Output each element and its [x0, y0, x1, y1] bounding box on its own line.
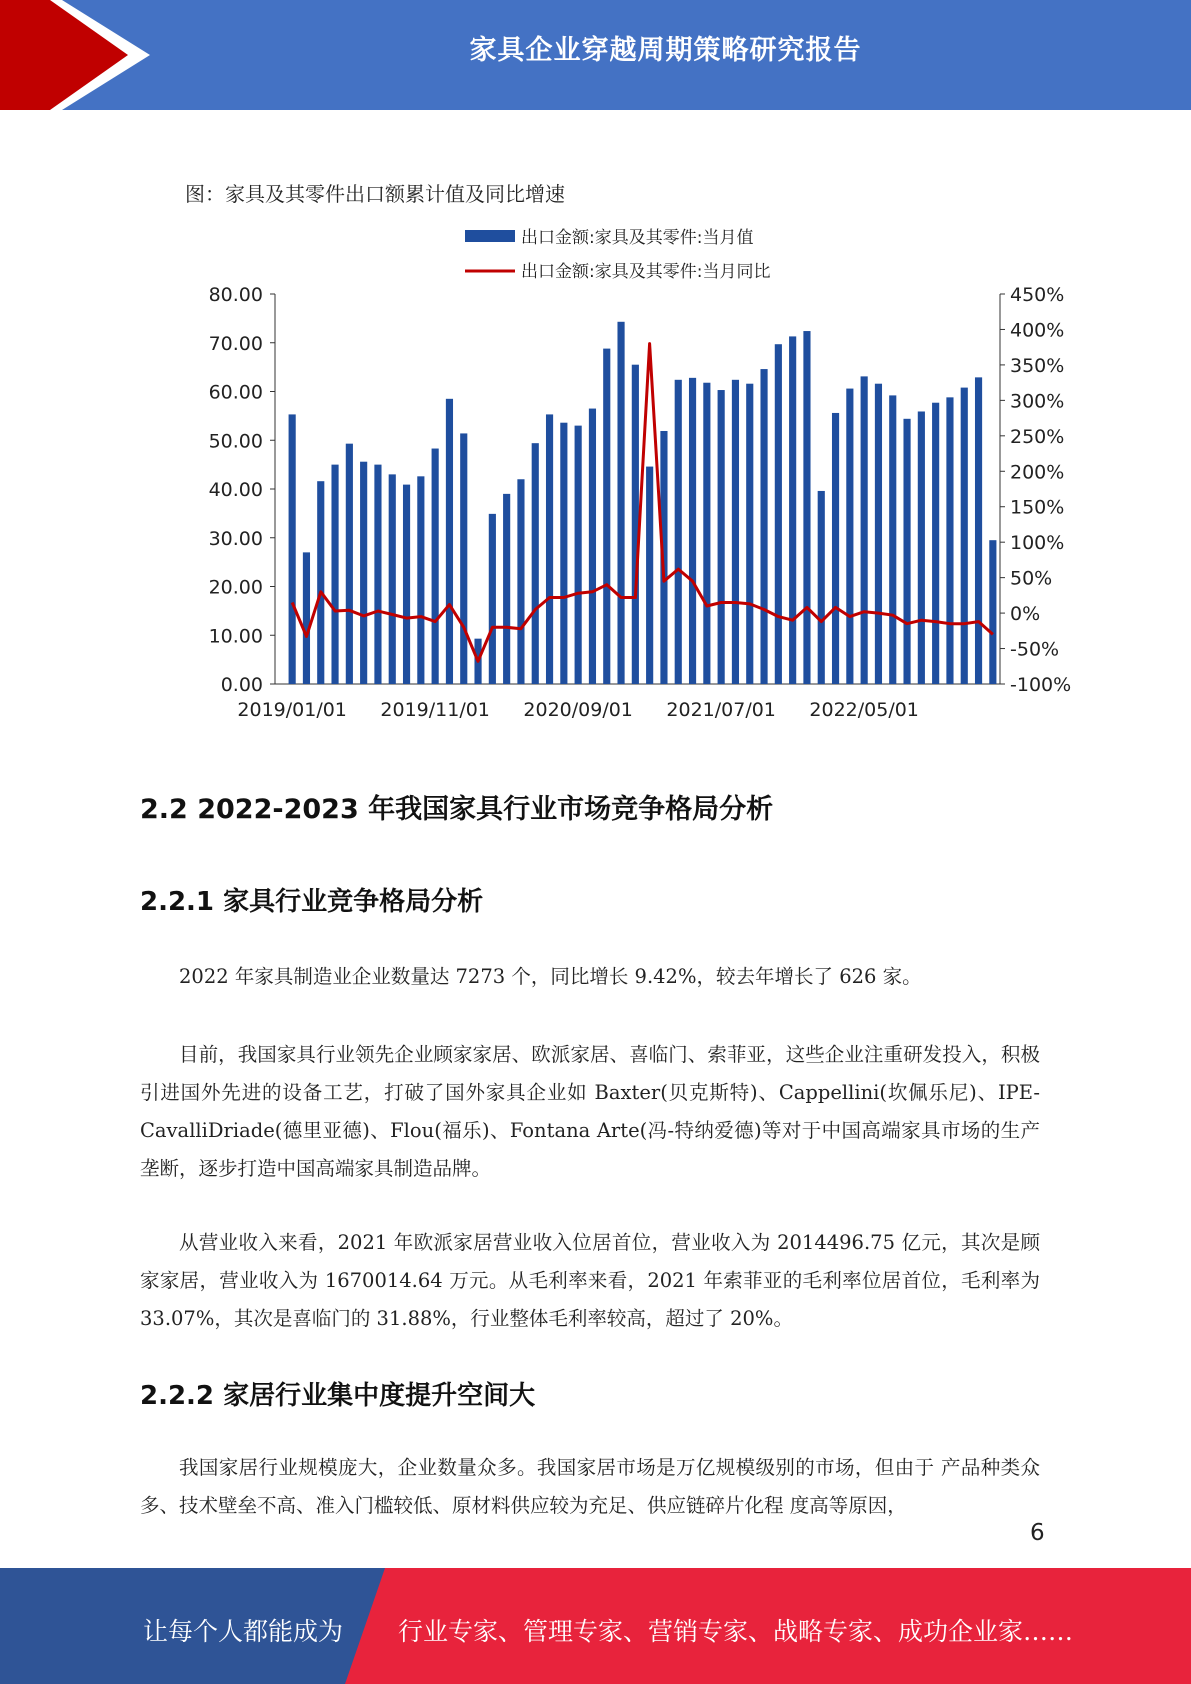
legend-bar-swatch: [465, 230, 515, 242]
left-axis-tick-label: 50.00: [208, 430, 263, 453]
x-axis-tick-label: 2019/11/01: [380, 699, 490, 721]
figure-caption: 图：家具及其零件出口额累计值及同比增速: [185, 182, 565, 206]
right-axis-tick-label: 400%: [1010, 319, 1065, 342]
section-2-2-2-heading: 2.2.2 家居行业集中度提升空间大: [140, 1381, 536, 1411]
x-axis-tick-label: 2022/05/01: [809, 699, 919, 721]
bar-2019/10: [417, 476, 424, 684]
bar-2021/04: [675, 380, 682, 684]
bar-2022/04: [846, 389, 853, 684]
right-axis-tick-label: 50%: [1010, 567, 1053, 590]
paragraph-2-2-1-3: 从营业收入来看，2021 年欧派家居营业收入位居首位，营业收入为 2014496.75 亿元，其次是顾家家居，营业收入为 1670014.64 万元。从毛利率来看，2021 年索菲亚的毛利率位居首位，毛利率为 33.07%，其次是喜临门的 31.88%，行业整体毛利率较高，超过了 20%。: [140, 1231, 1040, 1330]
x-axis-tick-label: 2020/09/01: [523, 699, 633, 721]
bar-2023/01: [975, 377, 982, 684]
bar-2020/05: [517, 479, 524, 684]
bar-2020/10: [589, 409, 596, 684]
bar-2022/08: [903, 419, 910, 684]
bar-2022/07: [889, 395, 896, 684]
right-axis-tick-label: 200%: [1010, 461, 1065, 484]
page-header: [0, 0, 1191, 110]
bar-2020/07: [546, 414, 553, 684]
right-axis-tick-label: 350%: [1010, 354, 1065, 377]
right-axis-tick-label: 100%: [1010, 532, 1065, 555]
bar-2022/05: [861, 376, 868, 684]
x-axis-tick-label: 2021/07/01: [666, 699, 776, 721]
bar-2020/06: [532, 443, 539, 684]
left-axis-tick-label: 40.00: [208, 479, 263, 501]
page-number: 6: [1030, 1520, 1045, 1546]
bar-2023/02: [989, 540, 996, 684]
export-chart-svg: [185, 222, 1090, 727]
export-chart: [185, 222, 1090, 727]
left-axis-tick-label: 80.00: [208, 284, 263, 306]
bar-2020/08: [560, 423, 567, 684]
footer-slogan-right: 行业专家、管理专家、营销专家、战略专家、成功企业家……: [398, 1617, 1074, 1646]
bar-2019/08: [389, 474, 396, 684]
bar-2021/10: [760, 369, 767, 684]
bar-2022/09: [918, 411, 925, 684]
right-axis-tick-label: 0%: [1010, 603, 1041, 626]
x-axis-tick-label: 2019/01/01: [237, 699, 347, 721]
bar-2019/12: [446, 399, 453, 684]
legend-bar-label: 出口金额:家具及其零件:当月值: [521, 228, 754, 248]
paragraph-2-2-1-1: 2022 年家具制造业企业数量达 7273 个，同比增长 9.42%，较去年增长了 626 家。: [179, 965, 922, 988]
bar-2019/11: [432, 449, 439, 684]
bar-2022/10: [932, 403, 939, 684]
bar-2020/12: [617, 322, 624, 684]
bar-2022/12: [961, 388, 968, 684]
right-axis-tick-label: -100%: [1010, 674, 1072, 696]
left-axis-tick-label: 20.00: [208, 576, 263, 599]
bar-2020/11: [603, 349, 610, 684]
bar-2020/03: [489, 514, 496, 684]
bar-2020/01: [460, 433, 467, 684]
section-2-2-1-heading: 2.2.1 家具行业竞争格局分析: [140, 887, 484, 917]
bar-2021/06: [703, 383, 710, 684]
paragraph-2-2-2-1: 我国家居行业规模庞大，企业数量众多。我国家居市场是万亿规模级别的市场，但由于 产品种类众多、技术壁垒不高、准入门槛较低、原材料供应较为充足、供应链碎片化程 度高等原因，: [140, 1456, 1040, 1517]
bar-2021/02: [646, 467, 653, 684]
right-axis-tick-label: -50%: [1010, 638, 1060, 661]
right-axis-tick-label: 450%: [1010, 284, 1065, 306]
legend-line-label: 出口金额:家具及其零件:当月同比: [521, 262, 771, 282]
section-2-2-heading: 2.2 2022-2023 年我国家具行业市场竞争格局分析: [140, 794, 774, 825]
bar-2020/09: [575, 426, 582, 684]
bar-2019/06: [360, 462, 367, 684]
header-title: 家具企业穿越周期策略研究报告: [469, 35, 862, 66]
bar-2022/02: [818, 491, 825, 684]
bar-2022/11: [946, 397, 953, 684]
paragraph-2-2-1-2: 目前，我国家具行业领先企业顾家家居、欧派家居、喜临门、索菲亚，这些企业注重研发投入，积极引进国外先进的设备工艺，打破了国外家具企业如 Baxter(贝克斯特)、Cappellini(坎佩乐尼)、IPE-CavalliDriade(德里亚德)、Flou(福乐)、Fontana Arte(冯-特纳爱德)等对于中国高端家具市场的生产垄断，逐步打造中国高端家具制造品牌。: [140, 1043, 1040, 1180]
bar-2021/05: [689, 378, 696, 684]
bar-2021/01: [632, 365, 639, 684]
left-axis-tick-label: 70.00: [208, 332, 263, 355]
bar-2022/03: [832, 413, 839, 684]
right-axis-tick-label: 250%: [1010, 425, 1065, 448]
page-footer: [0, 1568, 1191, 1684]
bar-2019/07: [374, 465, 381, 684]
footer-slogan-left: 让每个人都能成为: [143, 1617, 344, 1646]
left-axis-tick-label: 60.00: [208, 381, 263, 404]
right-axis-tick-label: 150%: [1010, 496, 1065, 519]
bar-2019/05: [346, 444, 353, 684]
bar-2021/09: [746, 384, 753, 684]
bar-2022/06: [875, 384, 882, 684]
bar-2021/07: [718, 390, 725, 684]
bar-2020/04: [503, 494, 510, 684]
bar-2019/02: [303, 552, 310, 684]
bar-2021/08: [732, 380, 739, 684]
yoy-growth-line: [292, 344, 993, 662]
left-axis-tick-label: 10.00: [208, 625, 263, 648]
bar-2019/01: [289, 414, 296, 684]
bar-2021/12: [789, 336, 796, 684]
bar-2022/01: [803, 331, 810, 684]
bar-2019/09: [403, 485, 410, 684]
left-axis-tick-label: 30.00: [208, 527, 263, 550]
bar-2019/03: [317, 481, 324, 684]
bar-2019/04: [331, 465, 338, 684]
right-axis-tick-label: 300%: [1010, 390, 1065, 413]
left-axis-tick-label: 0.00: [220, 674, 263, 696]
bar-2021/11: [775, 344, 782, 684]
